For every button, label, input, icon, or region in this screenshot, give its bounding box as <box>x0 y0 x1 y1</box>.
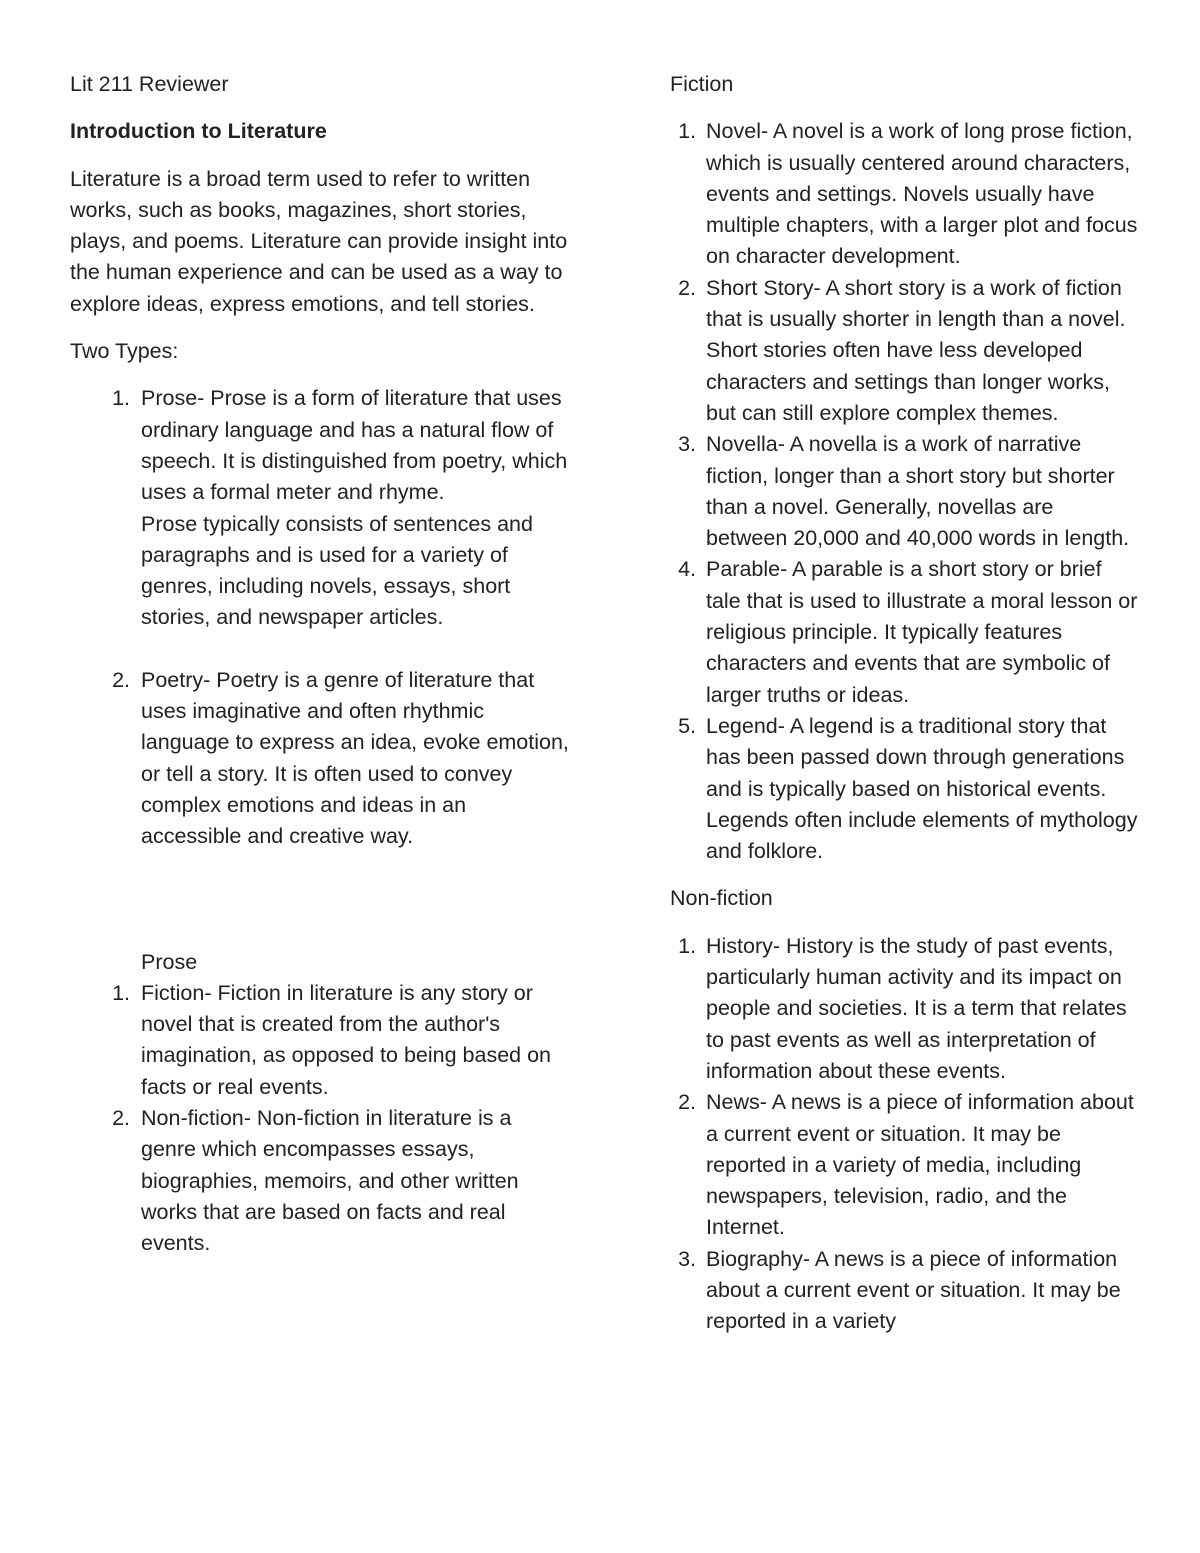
list-item <box>670 1087 1140 1243</box>
history-definition: History- History is the study of past events, particularly human activity and its impact on people and societies. It is a term that relates to past events as well as interpretation of information about these events. <box>706 933 1127 1083</box>
list-item <box>70 383 570 633</box>
biography-definition: Biography- A news is a piece of information about a current event or situation. It may be reported in a variety <box>706 1246 1121 1334</box>
nonfiction-definition: Non-fiction- Non-fiction in literature is a genre which encompasses essays, biographies, memoirs, and other written works that are based on facts and real events. <box>141 1106 519 1256</box>
section-spacer <box>70 853 570 947</box>
intro-title: Introduction to Literature <box>70 119 327 144</box>
list-number: 4. <box>678 557 696 582</box>
list-number: 2. <box>112 1106 130 1131</box>
intro-paragraph: Literature is a broad term used to refer to written works, such as books, magazines, short stories, plays, and poems. Literature can provide insight into the human experience and can be used as a way to explore ideas, express emotions, and tell stories. <box>70 166 568 316</box>
news-definition: News- A news is a piece of information about a current event or situation. It may be reported in a variety of media, including newspapers, television, radio, and the Internet. <box>706 1090 1134 1240</box>
fiction-definition: Fiction- Fiction in literature is any story or novel that is created from the author's imagination, as opposed to being based on facts or real events. <box>141 980 552 1099</box>
two-types-label: Two Types: <box>70 339 179 364</box>
list-number: 3. <box>678 1246 696 1271</box>
list-item <box>670 273 1140 429</box>
short-story-definition: Short Story- A short story is a work of fiction that is usually shorter in length than a novel. Short stories often have less developed characters and settings than longer works, but can still explore complex themes. <box>706 275 1126 425</box>
legend-definition: Legend- A legend is a traditional story that has been passed down through generations and is typically based on historical events. Legends often include elements of mythology and folklore. <box>706 713 1138 864</box>
list-item <box>670 711 1140 867</box>
list-number: 2. <box>678 1090 696 1115</box>
list-item <box>670 931 1140 1087</box>
nonfiction-list <box>670 931 1140 1338</box>
prose-subheading: Prose <box>141 949 198 974</box>
right-column <box>670 69 1140 1338</box>
prose-definition: Prose- Prose is a form of literature that uses ordinary language and has a natural flow of speech. It is distinguished from poetry, which uses a formal meter and rhyme. <box>141 386 568 505</box>
prose-definition-continued: Prose typically consists of sentences and paragraphs and is used for a variety of genres, including novels, essays, short stories, and newspaper articles. <box>141 511 533 630</box>
list-item <box>70 1103 570 1259</box>
list-spacer <box>70 634 570 665</box>
list-number: 3. <box>678 432 696 457</box>
list-item <box>70 665 570 853</box>
poetry-definition: Poetry- Poetry is a genre of literature that uses imaginative and often rhythmic language to express an idea, evoke emotion, or tell a story. It is often used to convey complex emotions and ideas in an accessible and creative way. <box>141 667 569 849</box>
list-item <box>670 429 1140 554</box>
fiction-heading: Fiction <box>670 72 734 96</box>
list-number: 1. <box>678 933 696 958</box>
section-spacer <box>670 867 1140 883</box>
novella-definition: Novella- A novella is a work of narrative fiction, longer than a short story but shorter than a novel. Generally, novellas are between 20,000 and 40,000 words in length. <box>706 432 1130 551</box>
novel-definition: Novel- A novel is a work of long prose fiction, which is usually centered around characters, events and settings. Novels usually have multiple chapters, with a larger plot and focus on character development. <box>706 119 1138 269</box>
list-item <box>70 978 570 1103</box>
parable-definition: Parable- A parable is a short story or brief tale that is used to illustrate a moral lesson or religious principle. It typically features characters and events that are symbolic of larger truths or ideas. <box>706 557 1138 707</box>
nonfiction-heading: Non-fiction <box>670 886 773 911</box>
list-number: 5. <box>678 713 696 738</box>
list-number: 1. <box>112 386 130 411</box>
list-number: 1. <box>678 119 696 144</box>
list-number: 2. <box>112 667 130 692</box>
left-column <box>70 69 570 1260</box>
document-heading: Lit 211 Reviewer <box>70 72 229 96</box>
list-number: 2. <box>678 275 696 300</box>
types-list <box>70 383 570 852</box>
prose-list <box>70 978 570 1260</box>
list-item <box>670 1244 1140 1338</box>
list-item <box>670 116 1140 272</box>
fiction-list <box>670 116 1140 867</box>
list-number: 1. <box>112 980 130 1005</box>
list-item <box>670 554 1140 710</box>
